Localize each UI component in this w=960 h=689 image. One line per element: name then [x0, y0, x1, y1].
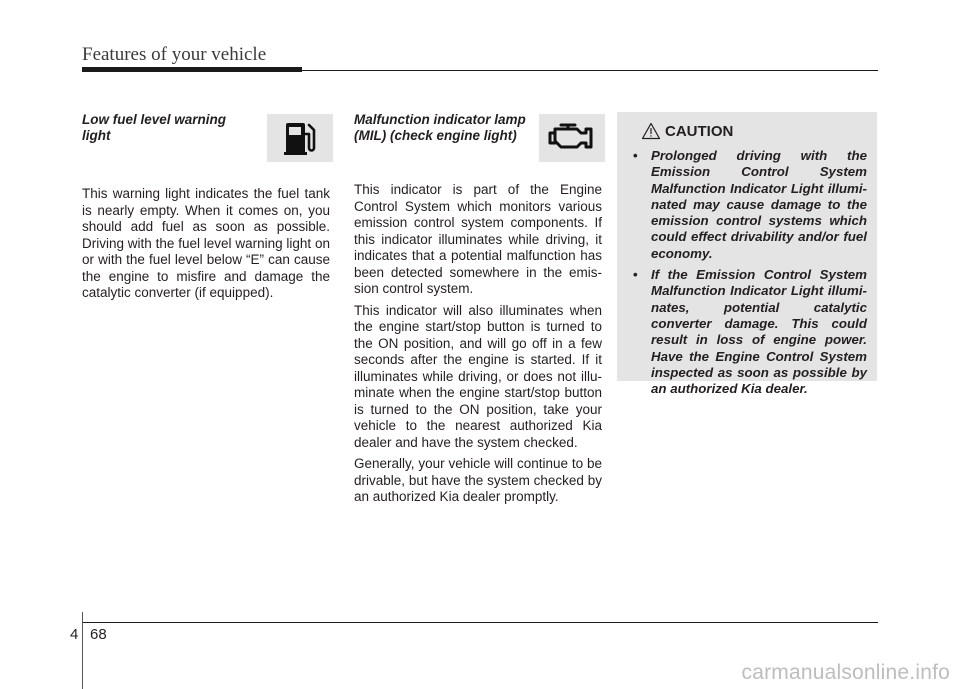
footer-rule: [82, 622, 878, 623]
footer-divider: [82, 612, 83, 689]
section-mil: [354, 112, 602, 511]
watermark: carmanualsonline.info: [741, 661, 950, 684]
page-header-title: Features of your vehicle: [82, 44, 267, 65]
section-paragraph: This indicator is part of the Engine Control System which monitors various emission control system components. If this indicator illuminates while driving, it indicates that a potential malfunction has been detected somewhere in the emis-sion control system.: [354, 182, 602, 296]
section-title: Malfunction indicator lamp (MIL) (check engine light): [354, 112, 526, 143]
section-paragraph: Generally, your vehicle will continue to be drivable, but have the system checked by an authorized Kia dealer promptly.: [354, 456, 602, 504]
check-engine-icon: [539, 114, 605, 162]
caution-item: • Prolonged driving with the Emission Control System Malfunction Indicator Light illumi-nated may cause damage to the emission control systems which could effect drivability and/or fuel economy.: [627, 148, 867, 262]
header-rule-thick: [82, 67, 302, 72]
header-rule-thin: [302, 70, 878, 71]
caution-box: [617, 112, 877, 397]
section-title: Low fuel level warning light: [82, 112, 227, 143]
section-low-fuel: [82, 112, 330, 307]
warning-triangle-icon: [641, 122, 661, 140]
caution-title: CAUTION: [665, 122, 734, 140]
chapter-number: 4: [70, 626, 79, 643]
caution-item: • If the Emission Control System Malfunction Indicator Light illumi-nates, potential catalytic converter damage. This could result in loss of engine power. Have the Engine Control System inspected as soon as possible by an authorized Kia dealer.: [627, 267, 867, 397]
caution-header: [627, 120, 867, 142]
section-paragraph: This warning light indicates the fuel tank is nearly empty. When it comes on, you should add fuel as soon as possible. Driving with the fuel level warning light on or with the fuel level below “E” can cause the engine to misfire and damage the catalytic converter (if equipped).: [82, 186, 330, 300]
section-paragraph: This indicator will also illuminates when the engine start/stop button is turned to the ON position, and will go off in a few seconds after the engine is started. If it illuminates while driving, or does not illu-minate when the engine start/stop button is turned to the ON position, take your vehicle to the nearest authorized Kia dealer and have the system checked.: [354, 302, 602, 450]
page-number: 68: [90, 626, 107, 643]
fuel-pump-icon: [267, 114, 333, 162]
caution-list: [627, 148, 867, 397]
